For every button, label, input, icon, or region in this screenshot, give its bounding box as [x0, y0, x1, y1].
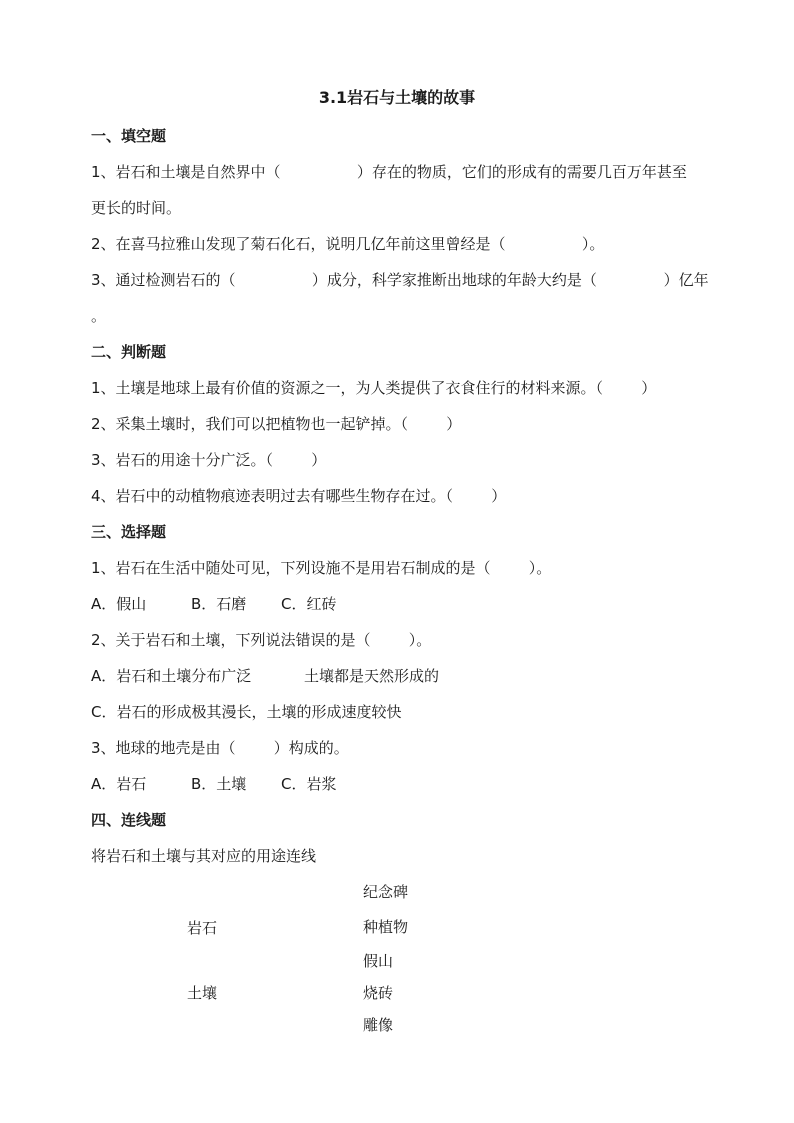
section-matching-heading: 四、连线题: [91, 811, 167, 829]
matching-left-item: 岩石: [187, 919, 218, 937]
judgement-q2: 2、采集土壤时，我们可以把植物也一起铲掉。（ ）: [91, 415, 462, 433]
choice-q3: 3、地球的地壳是由（ ）构成的。: [91, 739, 349, 757]
matching-left-item: 土壤: [187, 984, 218, 1002]
matching-right-item: 纪念碑: [363, 883, 409, 901]
choice-q2: 2、关于岩石和土壤，下列说法错误的是（ ）。: [91, 631, 432, 649]
choice-q1: 1、岩石在生活中随处可见，下列设施不是用岩石制成的是（ ）。: [91, 559, 552, 577]
fill-blank-q2: 2、在喜马拉雅山发现了菊石化石，说明几亿年前这里曾经是（ ）。: [91, 235, 605, 253]
choice-q2-option-a: A．岩石和土壤分布广泛: [91, 667, 252, 685]
section-judgement-heading: 二、判断题: [91, 343, 167, 361]
matching-right-item: 种植物: [363, 918, 409, 936]
judgement-q4: 4、岩石中的动植物痕迹表明过去有哪些生物存在过。（ ）: [91, 487, 507, 505]
choice-q1-option-b: B．石磨: [191, 595, 247, 613]
choice-q3-option-b: B．土壤: [191, 775, 247, 793]
fill-blank-q1-line2: 更长的时间。: [91, 199, 182, 217]
section-fill-blank-heading: 一、填空题: [91, 127, 167, 145]
judgement-q1: 1、土壤是地球上最有价值的资源之一，为人类提供了衣食住行的材料来源。（ ）: [91, 379, 657, 397]
fill-blank-q1-line1: 1、岩石和土壤是自然界中（ ）存在的物质，它们的形成有的需要几百万年甚至: [91, 163, 687, 181]
choice-q1-option-a: A．假山: [91, 595, 147, 613]
choice-q2-option-c: C．岩石的形成极其漫长，土壤的形成速度较快: [91, 703, 402, 721]
choice-q3-option-c: C．岩浆: [281, 775, 337, 793]
judgement-q3: 3、岩石的用途十分广泛。（ ）: [91, 451, 327, 469]
choice-q2-option-b: 土壤都是天然形成的: [304, 667, 440, 685]
matching-right-item: 烧砖: [363, 984, 394, 1002]
matching-right-item: 假山: [363, 952, 394, 970]
choice-q3-option-a: A．岩石: [91, 775, 147, 793]
choice-q1-option-c: C．红砖: [281, 595, 337, 613]
matching-instruction: 将岩石和土壤与其对应的用途连线: [91, 847, 317, 865]
section-choice-heading: 三、选择题: [91, 523, 167, 541]
fill-blank-q3-line1: 3、通过检测岩石的（ ）成分，科学家推断出地球的年龄大约是（ ）亿年: [91, 271, 709, 289]
page-title: 3.1岩石与土壤的故事: [318, 88, 476, 107]
matching-right-item: 雕像: [363, 1016, 394, 1034]
fill-blank-q3-line2: 。: [91, 307, 107, 325]
